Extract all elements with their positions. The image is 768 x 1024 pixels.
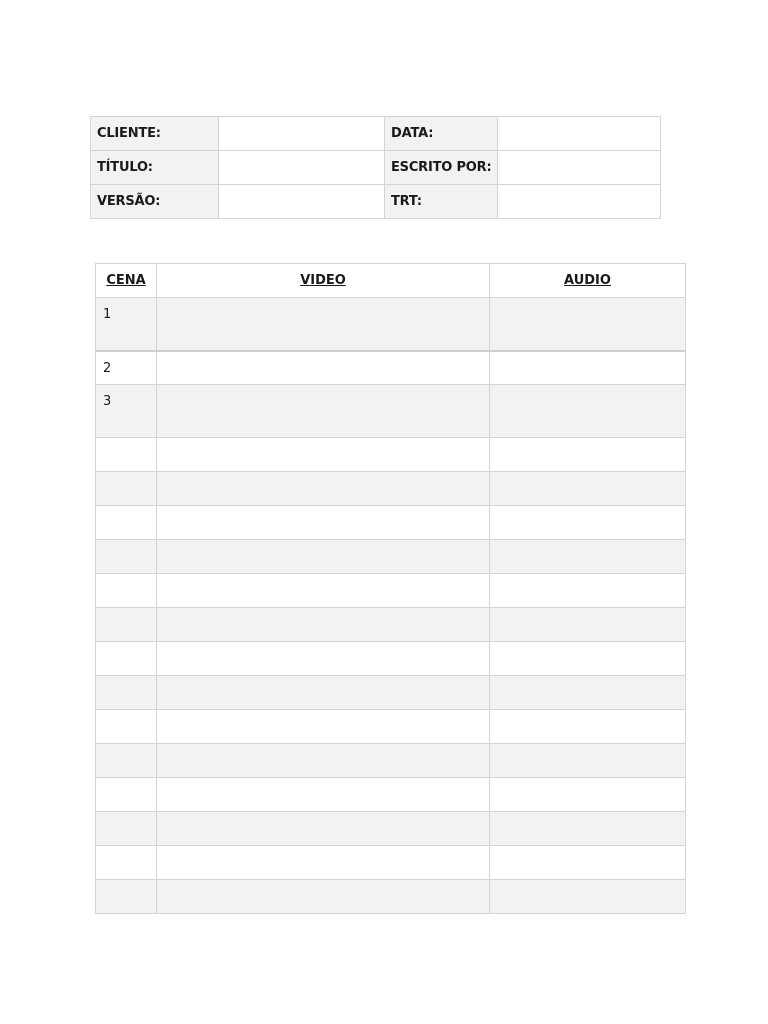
scene-cell[interactable] xyxy=(96,744,157,778)
video-cell[interactable] xyxy=(157,351,490,385)
audio-cell[interactable] xyxy=(490,642,686,676)
table-row xyxy=(96,438,686,472)
table-row xyxy=(96,812,686,846)
video-cell[interactable] xyxy=(157,472,490,506)
scene-cell[interactable]: 2 xyxy=(96,351,157,385)
video-cell[interactable] xyxy=(157,812,490,846)
audio-cell[interactable] xyxy=(490,744,686,778)
scene-cell[interactable] xyxy=(96,846,157,880)
audio-cell[interactable] xyxy=(490,608,686,642)
script-info-table xyxy=(90,116,661,219)
scene-cell[interactable]: 3 xyxy=(96,385,157,438)
video-cell[interactable] xyxy=(157,574,490,608)
audio-cell[interactable] xyxy=(490,506,686,540)
video-cell[interactable] xyxy=(157,438,490,472)
table-row xyxy=(96,676,686,710)
video-cell[interactable] xyxy=(157,608,490,642)
video-cell[interactable] xyxy=(157,710,490,744)
audio-cell[interactable] xyxy=(490,298,686,351)
scene-cell[interactable] xyxy=(96,812,157,846)
audio-cell[interactable] xyxy=(490,778,686,812)
audio-cell[interactable] xyxy=(490,385,686,438)
date-field[interactable] xyxy=(498,117,661,151)
audio-column-header: AUDIO xyxy=(490,264,686,298)
scene-cell[interactable]: 1 xyxy=(96,298,157,351)
audio-cell[interactable] xyxy=(490,574,686,608)
info-row-title xyxy=(91,151,661,185)
audio-cell[interactable] xyxy=(490,540,686,574)
client-label: CLIENTE: xyxy=(91,117,219,151)
version-field[interactable] xyxy=(219,185,385,219)
info-row-client xyxy=(91,117,661,151)
audio-cell[interactable] xyxy=(490,351,686,385)
client-field[interactable] xyxy=(219,117,385,151)
trt-label: TRT: xyxy=(385,185,498,219)
version-label: VERSÃO: xyxy=(91,185,219,219)
table-row xyxy=(96,846,686,880)
date-label: DATA: xyxy=(385,117,498,151)
audio-cell[interactable] xyxy=(490,846,686,880)
table-row xyxy=(96,574,686,608)
scene-column-header: CENA xyxy=(96,264,157,298)
written-by-label: ESCRITO POR: xyxy=(385,151,498,185)
scene-cell[interactable] xyxy=(96,608,157,642)
table-row xyxy=(96,540,686,574)
scene-cell[interactable] xyxy=(96,778,157,812)
video-cell[interactable] xyxy=(157,540,490,574)
audio-cell[interactable] xyxy=(490,676,686,710)
video-cell[interactable] xyxy=(157,385,490,438)
script-header-row xyxy=(96,264,686,298)
scene-cell[interactable] xyxy=(96,574,157,608)
video-cell[interactable] xyxy=(157,778,490,812)
table-row xyxy=(96,506,686,540)
scene-cell[interactable] xyxy=(96,676,157,710)
audio-cell[interactable] xyxy=(490,812,686,846)
table-row xyxy=(96,608,686,642)
scene-cell[interactable] xyxy=(96,472,157,506)
video-column-header: VIDEO xyxy=(157,264,490,298)
table-row xyxy=(96,351,686,385)
scene-cell[interactable] xyxy=(96,540,157,574)
written-by-field[interactable] xyxy=(498,151,661,185)
video-cell[interactable] xyxy=(157,642,490,676)
table-row xyxy=(96,472,686,506)
audio-cell[interactable] xyxy=(490,710,686,744)
video-cell[interactable] xyxy=(157,506,490,540)
scene-cell[interactable] xyxy=(96,642,157,676)
video-cell[interactable] xyxy=(157,846,490,880)
scene-cell[interactable] xyxy=(96,710,157,744)
script-table xyxy=(95,263,686,914)
table-row xyxy=(96,385,686,438)
table-row xyxy=(96,642,686,676)
audio-cell[interactable] xyxy=(490,880,686,914)
table-row xyxy=(96,778,686,812)
title-label: TÍTULO: xyxy=(91,151,219,185)
audio-cell[interactable] xyxy=(490,472,686,506)
video-cell[interactable] xyxy=(157,676,490,710)
video-cell[interactable] xyxy=(157,744,490,778)
table-row xyxy=(96,744,686,778)
scene-cell[interactable] xyxy=(96,880,157,914)
title-field[interactable] xyxy=(219,151,385,185)
video-cell[interactable] xyxy=(157,880,490,914)
trt-field[interactable] xyxy=(498,185,661,219)
info-row-version xyxy=(91,185,661,219)
table-row xyxy=(96,880,686,914)
table-row xyxy=(96,298,686,351)
table-row xyxy=(96,710,686,744)
scene-cell[interactable] xyxy=(96,506,157,540)
audio-cell[interactable] xyxy=(490,438,686,472)
scene-cell[interactable] xyxy=(96,438,157,472)
video-cell[interactable] xyxy=(157,298,490,351)
